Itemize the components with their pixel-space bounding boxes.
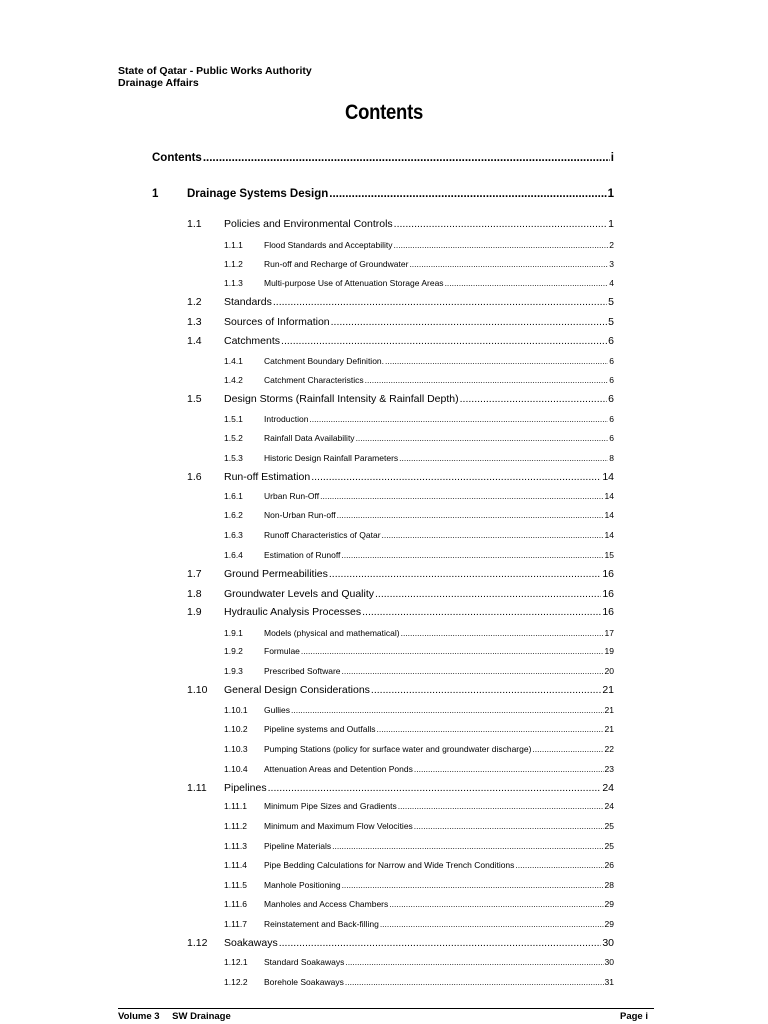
toc-entry[interactable]	[187, 782, 614, 794]
toc-entry-page: 14	[604, 491, 614, 501]
toc-entry-page: 6	[608, 393, 614, 405]
toc-entry[interactable]	[187, 218, 614, 230]
toc-dot-leader	[385, 356, 608, 366]
toc-entry-number: 1.6	[187, 471, 202, 483]
toc-entry-page: 21	[604, 724, 614, 734]
toc-entry-number: 1.9.1	[224, 628, 243, 638]
toc-dot-leader	[515, 860, 603, 870]
toc-entry[interactable]	[187, 296, 614, 308]
toc-entry-page: 21	[602, 684, 614, 696]
toc-entry-title: Groundwater Levels and Quality	[224, 588, 374, 600]
toc-entry-title: Standard Soakaways	[264, 957, 345, 967]
toc-entry[interactable]	[224, 724, 614, 734]
toc-entry-number: 1.1.1	[224, 240, 243, 250]
toc-entry-number: 1.10.2	[224, 724, 248, 734]
toc-dot-leader	[389, 899, 603, 909]
toc-entry[interactable]	[224, 977, 614, 987]
toc-entry[interactable]	[187, 393, 614, 405]
toc-entry-page: 2	[609, 240, 614, 250]
toc-entry-title: Pumping Stations (policy for surface water and groundwater discharge)	[264, 744, 532, 754]
toc-dot-leader	[291, 705, 604, 715]
toc-dot-leader	[337, 510, 604, 520]
toc-entry-page: 17	[604, 628, 614, 638]
toc-entry-number: 1.3	[187, 316, 202, 328]
toc-entry-number: 1.11	[187, 782, 207, 794]
toc-entry[interactable]	[224, 414, 614, 424]
toc-entry-page: 14	[604, 530, 614, 540]
toc-dot-leader	[532, 744, 603, 754]
toc-entry-page: 3	[609, 259, 614, 269]
footer-volume: Volume 3	[118, 1011, 160, 1022]
toc-entry-number: 1.7	[187, 568, 202, 580]
toc-entry-number: 1.11.2	[224, 821, 248, 831]
toc-entry-page: 8	[609, 453, 614, 463]
toc-entry-title: Minimum and Maximum Flow Velocities	[264, 821, 413, 831]
toc-entry-title: Historic Design Rainfall Parameters	[264, 453, 399, 463]
toc-dot-leader	[309, 414, 608, 424]
toc-dot-leader	[375, 588, 601, 600]
toc-entry-title: Minimum Pipe Sizes and Gradients	[264, 801, 397, 811]
toc-entry-page: 22	[604, 744, 614, 754]
toc-entry-title: Estimation of Runoff	[264, 550, 341, 560]
toc-entry[interactable]	[224, 433, 614, 443]
toc-entry[interactable]	[224, 860, 614, 870]
toc-entry-number: 1.10	[187, 684, 208, 696]
toc-entry-page: 1	[607, 188, 614, 200]
toc-entry-title: Run-off Estimation	[224, 471, 311, 483]
toc-entry-number: 1.5.2	[224, 433, 243, 443]
toc-entry-page: 24	[604, 801, 614, 811]
toc-entry-title: Catchment Characteristics	[264, 375, 364, 385]
toc-entry-page: 25	[604, 821, 614, 831]
toc-entry-page: 19	[604, 646, 614, 656]
toc-entry-page: 28	[604, 880, 614, 890]
toc-entry-title: Manholes and Access Chambers	[264, 899, 389, 909]
toc-entry-title: Non-Urban Run-off	[264, 510, 336, 520]
toc-entry-title: Prescribed Software	[264, 666, 341, 676]
toc-entry[interactable]	[224, 259, 614, 269]
toc-entry[interactable]	[187, 568, 614, 580]
footer-left	[118, 1011, 241, 1022]
toc-dot-leader	[365, 375, 609, 385]
toc-entry-title: Pipeline systems and Outfalls	[264, 724, 376, 734]
toc-entry-title: Manhole Positioning	[264, 880, 341, 890]
footer-page-number: Page i	[620, 1011, 648, 1022]
toc-entry[interactable]	[224, 957, 614, 967]
toc-entry-title: Sources of Information	[224, 316, 330, 328]
toc-entry-number: 1.6.2	[224, 510, 243, 520]
toc-entry-number: 1.6.4	[224, 550, 243, 560]
toc-entry-page: 6	[609, 356, 614, 366]
toc-entry-page: 5	[608, 316, 614, 328]
toc-dot-leader	[329, 568, 601, 580]
toc-entry[interactable]	[187, 316, 614, 328]
toc-dot-leader	[394, 240, 609, 250]
document-header	[118, 65, 312, 89]
toc-entry-number: 1.6.3	[224, 530, 243, 540]
toc-entry-number: 1.11.7	[224, 919, 248, 929]
toc-dot-leader	[414, 821, 604, 831]
toc-entry-page: 30	[604, 957, 614, 967]
toc-entry-page: 14	[602, 471, 614, 483]
toc-dot-leader	[345, 957, 603, 967]
toc-dot-leader	[273, 296, 607, 308]
toc-entry-number: 1.10.4	[224, 764, 248, 774]
toc-dot-leader	[329, 188, 606, 200]
toc-entry-title: Contents	[152, 152, 202, 164]
toc-entry-title: Run-off and Recharge of Groundwater	[264, 259, 409, 269]
toc-dot-leader	[342, 666, 604, 676]
toc-entry-page: 1	[608, 218, 614, 230]
toc-entry-title: Urban Run-Off	[264, 491, 320, 501]
toc-entry-title: General Design Considerations	[224, 684, 370, 696]
toc-entry[interactable]	[224, 375, 614, 385]
toc-entry-page: 6	[609, 375, 614, 385]
toc-entry[interactable]	[224, 240, 614, 250]
toc-entry-number: 1.11.1	[224, 801, 248, 811]
toc-dot-leader	[394, 218, 607, 230]
toc-dot-leader	[331, 316, 608, 328]
toc-entry-number: 1.10.3	[224, 744, 248, 754]
toc-entry-number: 1.11.5	[224, 880, 248, 890]
toc-entry-number: 1.10.1	[224, 705, 248, 715]
toc-entry-title: Rainfall Data Availability	[264, 433, 355, 443]
toc-entry[interactable]	[224, 453, 614, 463]
toc-dot-leader	[401, 628, 604, 638]
toc-entry-number: 1.1.2	[224, 259, 243, 269]
toc-entry-title: Design Storms (Rainfall Intensity & Rainfall Depth)	[224, 393, 459, 405]
toc-entry-title: Drainage Systems Design	[187, 188, 329, 200]
toc-entry-number: 1.4	[187, 335, 202, 347]
toc-entry-page: 6	[609, 433, 614, 443]
toc-entry-title: Ground Permeabilities	[224, 568, 328, 580]
toc-dot-leader	[268, 782, 602, 794]
toc-entry[interactable]	[224, 880, 614, 890]
toc-entry-title: Soakaways	[224, 937, 278, 949]
toc-entry[interactable]	[224, 646, 614, 656]
toc-entry-title: Catchment Boundary Definition.	[264, 356, 385, 366]
toc-entry-title: Flood Standards and Acceptability	[264, 240, 393, 250]
toc-entry[interactable]	[224, 764, 614, 774]
toc-dot-leader	[311, 471, 601, 483]
toc-entry[interactable]	[187, 606, 614, 618]
toc-entry-number: 1.9.3	[224, 666, 243, 676]
toc-entry-number: 1.12	[187, 937, 208, 949]
toc-entry-number: 1.9	[187, 606, 202, 618]
toc-dot-leader	[398, 801, 604, 811]
toc-entry-page: 31	[604, 977, 614, 987]
toc-entry-page: 29	[604, 919, 614, 929]
footer-section: SW Drainage	[172, 1011, 231, 1022]
toc-entry-number: 1.6.1	[224, 491, 243, 501]
toc-dot-leader	[279, 937, 602, 949]
toc-entry-title: Multi-purpose Use of Attenuation Storage Areas	[264, 278, 444, 288]
toc-entry-title: Reinstatement and Back-filling	[264, 919, 379, 929]
toc-entry-title: Borehole Soakaways	[264, 977, 344, 987]
toc-dot-leader	[332, 841, 603, 851]
toc-entry[interactable]	[224, 628, 614, 638]
toc-entry-page: i	[610, 152, 614, 164]
toc-entry-title: Runoff Characteristics of Qatar	[264, 530, 381, 540]
toc-entry[interactable]	[224, 899, 614, 909]
toc-entry[interactable]	[224, 550, 614, 560]
toc-entry[interactable]	[224, 530, 614, 540]
toc-entry-page: 16	[602, 568, 614, 580]
toc-entry-title: Attenuation Areas and Detention Ponds	[264, 764, 413, 774]
toc-entry[interactable]	[187, 937, 614, 949]
toc-dot-leader	[356, 433, 609, 443]
toc-entry[interactable]	[224, 821, 614, 831]
toc-entry-number: 1.4.2	[224, 375, 243, 385]
toc-entry-number: 1.11.6	[224, 899, 248, 909]
toc-dot-leader	[345, 977, 604, 987]
toc-entry-title: Standards	[224, 296, 272, 308]
toc-entry-title: Formulae	[264, 646, 300, 656]
toc-dot-leader	[203, 152, 610, 164]
toc-dot-leader	[320, 491, 603, 501]
toc-dot-leader	[301, 646, 604, 656]
toc-entry-page: 4	[609, 278, 614, 288]
toc-entry-page: 6	[609, 414, 614, 424]
toc-entry[interactable]	[224, 919, 614, 929]
toc-entry-page: 26	[604, 860, 614, 870]
toc-entry[interactable]	[187, 335, 614, 347]
toc-entry-page: 6	[608, 335, 614, 347]
toc-dot-leader	[460, 393, 608, 405]
toc-dot-leader	[409, 259, 608, 269]
toc-entry-title: Policies and Environmental Controls	[224, 218, 393, 230]
header-organization: State of Qatar - Public Works Authority	[118, 65, 312, 77]
toc-entry-page: 21	[604, 705, 614, 715]
toc-dot-leader	[377, 724, 604, 734]
toc-entry-number: 1.4.1	[224, 356, 243, 366]
toc-entry-number: 1.8	[187, 588, 202, 600]
footer-divider	[118, 1008, 654, 1009]
toc-entry[interactable]	[224, 705, 614, 715]
toc-entry[interactable]	[152, 152, 614, 164]
toc-entry[interactable]	[224, 356, 614, 366]
toc-entry-title: Catchments	[224, 335, 281, 347]
toc-entry-number: 1.12.2	[224, 977, 248, 987]
toc-dot-leader	[281, 335, 607, 347]
toc-dot-leader	[382, 530, 604, 540]
toc-dot-leader	[362, 606, 601, 618]
toc-entry[interactable]	[224, 744, 614, 754]
toc-entry[interactable]	[224, 801, 614, 811]
toc-entry-title: Hydraulic Analysis Processes	[224, 606, 362, 618]
toc-entry-page: 5	[608, 296, 614, 308]
toc-entry-page: 16	[602, 606, 614, 618]
toc-dot-leader	[399, 453, 608, 463]
toc-dot-leader	[342, 880, 604, 890]
toc-dot-leader	[341, 550, 603, 560]
toc-entry-number: 1.1	[187, 218, 202, 230]
toc-entry-number: 1.1.3	[224, 278, 243, 288]
toc-entry[interactable]	[224, 841, 614, 851]
toc-dot-leader	[445, 278, 609, 288]
toc-entry-number: 1.9.2	[224, 646, 243, 656]
toc-dot-leader	[380, 919, 604, 929]
toc-entry-page: 30	[602, 937, 614, 949]
toc-entry-title: Gullies	[264, 705, 290, 715]
toc-entry[interactable]	[187, 588, 614, 600]
toc-entry-page: 29	[604, 899, 614, 909]
toc-entry-page: 14	[604, 510, 614, 520]
toc-entry-number: 1	[152, 188, 159, 200]
toc-entry-title: Pipelines	[224, 782, 267, 794]
toc-entry-page: 15	[604, 550, 614, 560]
toc-entry-page: 23	[604, 764, 614, 774]
toc-entry-number: 1.2	[187, 296, 202, 308]
toc-entry-page: 20	[604, 666, 614, 676]
toc-entry[interactable]	[224, 510, 614, 520]
page-title: Contents	[345, 101, 423, 124]
toc-entry-number: 1.5.3	[224, 453, 243, 463]
toc-entry-page: 24	[602, 782, 614, 794]
toc-entry-page: 16	[602, 588, 614, 600]
toc-entry[interactable]	[187, 471, 614, 483]
toc-entry-title: Pipe Bedding Calculations for Narrow and Wide Trench Conditions	[264, 860, 515, 870]
toc-entry-title: Models (physical and mathematical)	[264, 628, 400, 638]
toc-dot-leader	[371, 684, 601, 696]
toc-entry[interactable]	[187, 684, 614, 696]
toc-entry-number: 1.11.4	[224, 860, 248, 870]
toc-entry-page: 25	[604, 841, 614, 851]
toc-entry[interactable]	[224, 666, 614, 676]
header-department: Drainage Affairs	[118, 77, 199, 89]
toc-entry-number: 1.5.1	[224, 414, 243, 424]
toc-entry[interactable]	[224, 491, 614, 501]
toc-entry-number: 1.11.3	[224, 841, 248, 851]
toc-entry-number: 1.12.1	[224, 957, 248, 967]
toc-dot-leader	[414, 764, 604, 774]
toc-entry-title: Pipeline Materials	[264, 841, 332, 851]
toc-entry-number: 1.5	[187, 393, 202, 405]
toc-entry[interactable]	[224, 278, 614, 288]
toc-entry[interactable]	[152, 188, 614, 200]
toc-entry-title: Introduction	[264, 414, 309, 424]
